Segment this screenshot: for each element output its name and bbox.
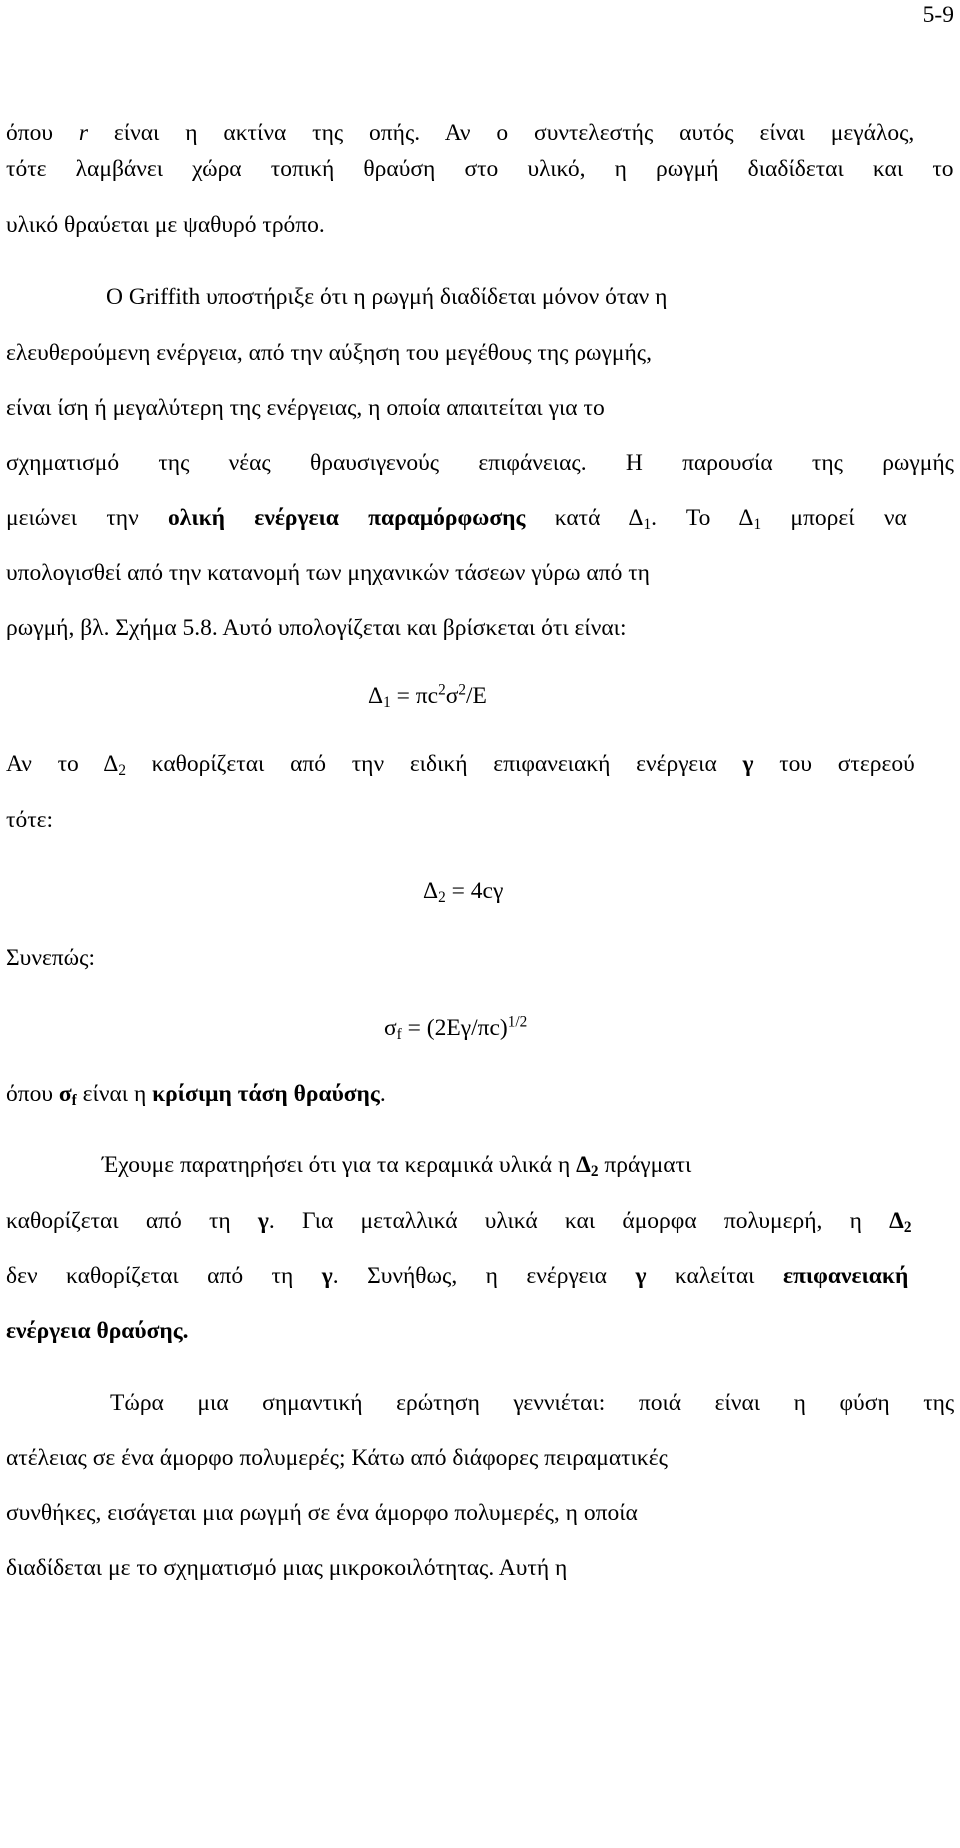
paragraph-2-line-5: μειώνει την ολική ενέργεια παραμόρφωσης κατά $\Delta_1$. Το $\Delta_1$ μπορεί να <box>6 505 907 533</box>
paragraph-2-line-4: σχηματισμό της νέας θραυσιγενούς επιφάνειας. Η παρουσία της ρωγμής <box>6 450 954 476</box>
equation-delta2: $\Delta_2 = 4c\gamma$ <box>423 878 504 906</box>
paragraph-4: όπου $\sigma_f$ είναι η κρίσιμη τάση θραύσης. <box>6 1081 386 1109</box>
paragraph-2-line-3: είναι ίση ή μεγαλύτερη της ενέργειας, η οποία απαιτείται για το <box>6 395 605 421</box>
equation-delta1: $\Delta_1 = \pi c^2\sigma^2/E$ <box>368 681 487 711</box>
paragraph-5-line-1: Έχουμε παρατηρήσει ότι για τα κεραμικά υλικά η $\Delta_2$ πράγματι <box>102 1152 692 1180</box>
page-number: 5-9 <box>922 2 954 28</box>
paragraph-1-line-3: υλικό θραύεται με ψαθυρό τρόπο. <box>6 212 325 238</box>
paragraph-1-line-1: όπου r είναι η ακτίνα της οπής. Αν ο συντελεστής αυτός είναι μεγάλος, <box>6 120 915 146</box>
paragraph-2-line-1: Ο Griffith υποστήριξε ότι η ρωγμή διαδίδεται μόνον όταν η <box>106 284 668 310</box>
paragraph-2-line-7: ρωγμή, βλ. Σχήμα 5.8. Αυτό υπολογίζεται και βρίσκεται ότι είναι: <box>6 615 627 641</box>
therefore-label: Συνεπώς: <box>6 945 95 971</box>
paragraph-5-line-4: ενέργεια θραύσης. <box>6 1318 189 1344</box>
equation-sigma-f: $\sigma_f = (2E\gamma/\pi c)^{1/2}$ <box>384 1013 528 1043</box>
paragraph-6-line-4: διαδίδεται με το σχηματισμό μιας μικροκοιλότητας. Αυτή η <box>6 1555 568 1581</box>
paragraph-1-line-2: τότε λαμβάνει χώρα τοπική θραύση στο υλικό, η ρωγμή διαδίδεται και το <box>6 156 954 182</box>
paragraph-2-line-2: ελευθερούμενη ενέργεια, από την αύξηση του μεγέθους της ρωγμής, <box>6 340 652 366</box>
paragraph-6-line-1: Τώρα μια σημαντική ερώτηση γεννιέται: ποιά είναι η φύση της <box>110 1390 955 1416</box>
paragraph-3-line-1: Αν το $\Delta_2$ καθορίζεται από την ειδική επιφανειακή ενέργεια γ του στερεού <box>6 751 915 779</box>
paragraph-6-line-3: συνθήκες, εισάγεται μια ρωγμή σε ένα άμορφο πολυμερές, η οποία <box>6 1500 638 1526</box>
paragraph-6-line-2: ατέλειας σε ένα άμορφο πολυμερές; Κάτω από διάφορες πειραματικές <box>6 1445 668 1471</box>
paragraph-5-line-3: δεν καθορίζεται από τη γ. Συνήθως, η ενέργεια γ καλείται επιφανειακή <box>6 1263 909 1289</box>
paragraph-2-line-6: υπολογισθεί από την κατανομή των μηχανικών τάσεων γύρω από τη <box>6 560 650 586</box>
paragraph-3-line-2: τότε: <box>6 807 54 833</box>
paragraph-5-line-2: καθορίζεται από τη γ. Για μεταλλικά υλικά και άμορφα πολυμερή, η $\Delta_2$ <box>6 1208 912 1236</box>
